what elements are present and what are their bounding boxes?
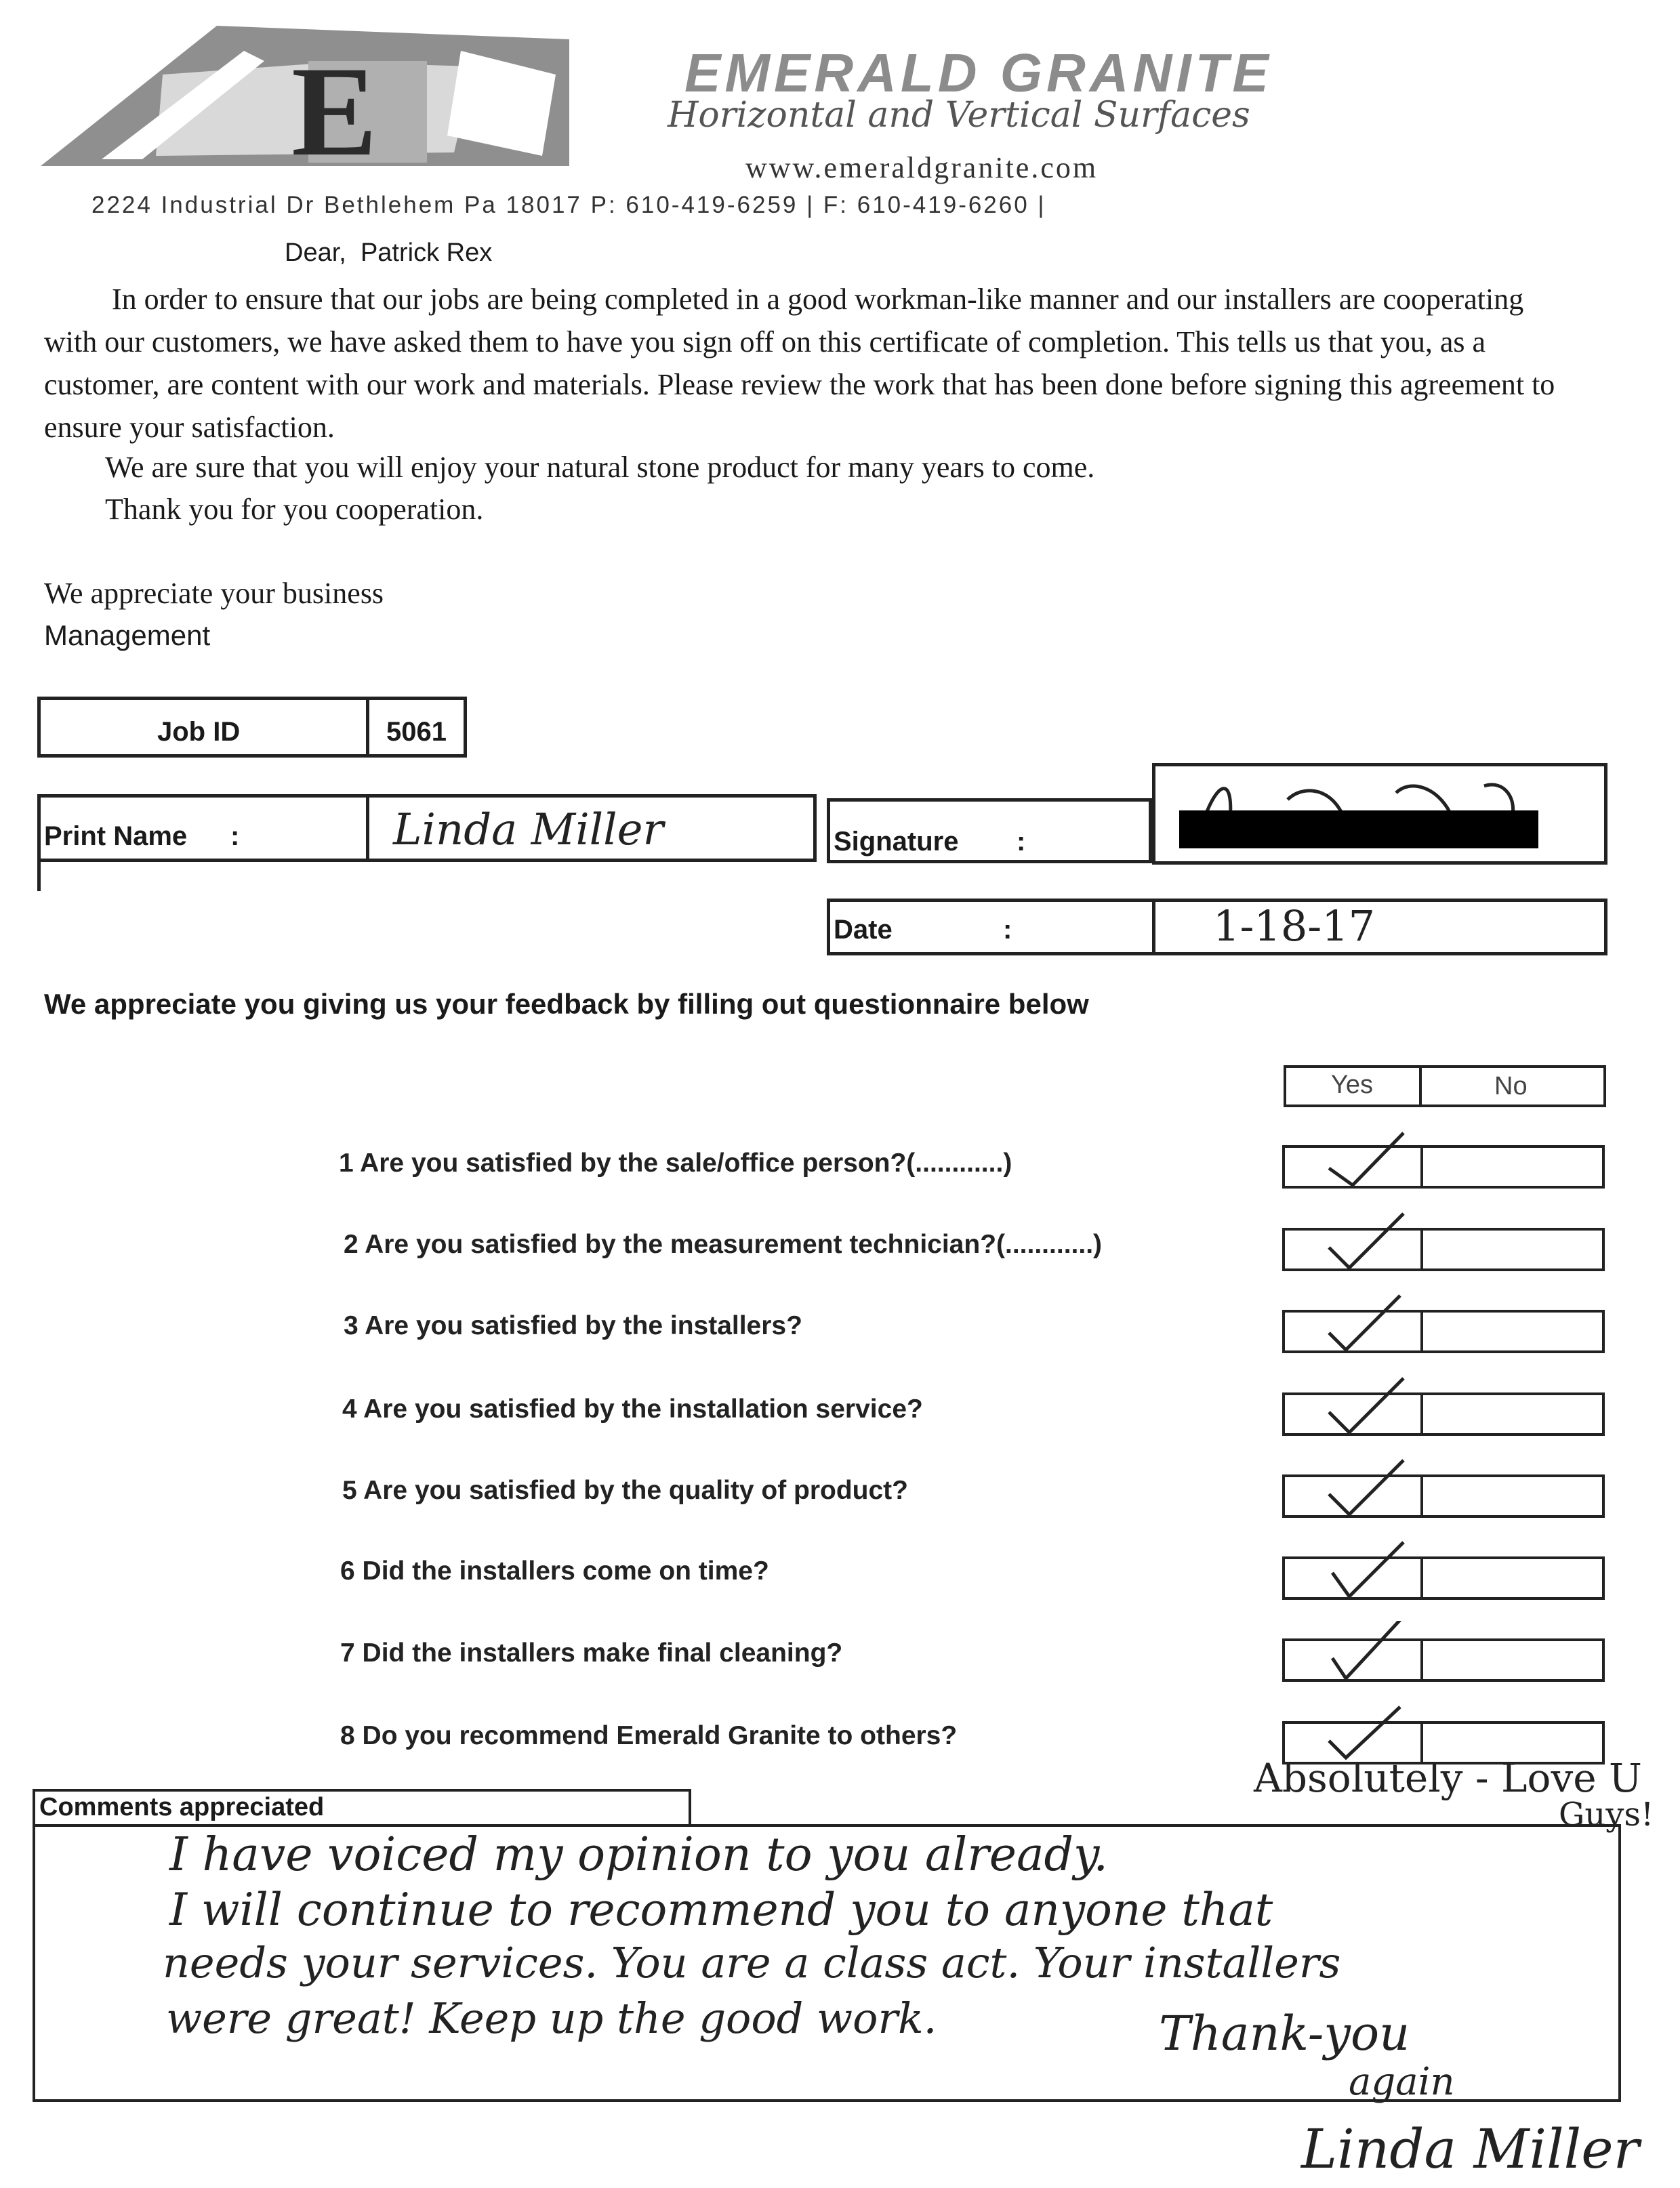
comment-line-4: were great! Keep up the good work. bbox=[166, 1994, 937, 2043]
print-name-label: Print Name bbox=[44, 821, 188, 851]
yes-checkmark-icon bbox=[1326, 1128, 1407, 1189]
company-tagline: Horizontal and Vertical Surfaces bbox=[668, 95, 1250, 136]
letter-closing: We appreciate your business bbox=[44, 577, 384, 610]
signature-label: Signature bbox=[834, 827, 959, 856]
answer-row-1[interactable] bbox=[1282, 1145, 1605, 1189]
logo-letter: E bbox=[291, 41, 377, 183]
salutation: Dear, Patrick Rex bbox=[285, 239, 493, 267]
answer-row-3[interactable] bbox=[1282, 1310, 1605, 1353]
q8-note-line-1: Absolutely - Love U bbox=[1254, 1755, 1642, 1801]
letter-signoff: Management bbox=[44, 619, 211, 651]
answer-row-5[interactable] bbox=[1282, 1474, 1605, 1518]
question-7: 7 Did the installers make final cleaning? bbox=[340, 1638, 843, 1668]
answer-row-2[interactable] bbox=[1282, 1228, 1605, 1271]
yes-checkmark-icon bbox=[1326, 1292, 1407, 1353]
print-name-value: Linda Miller bbox=[393, 805, 664, 855]
comment-thanks-1: Thank-you bbox=[1159, 2006, 1410, 2061]
yes-checkmark-icon bbox=[1326, 1621, 1407, 1682]
comment-line-2: I will continue to recommend you to anyone that bbox=[169, 1884, 1273, 1936]
questionnaire-intro: We appreciate you giving us your feedback by filling out questionnaire below bbox=[44, 988, 1089, 1020]
yes-checkmark-icon bbox=[1326, 1210, 1407, 1271]
question-8: 8 Do you recommend Emerald Granite to others? bbox=[340, 1721, 958, 1750]
question-1: 1 Are you satisfied by the sale/office person?(............) bbox=[339, 1149, 1012, 1178]
job-id-label: Job ID bbox=[157, 717, 241, 747]
date-value: 1-18-17 bbox=[1213, 901, 1376, 951]
question-6: 6 Did the installers come on time? bbox=[340, 1556, 769, 1586]
letter-paragraph-2: We are sure that you will enjoy your natural stone product for many years to come. bbox=[105, 451, 1095, 484]
yes-column-header: Yes bbox=[1331, 1071, 1373, 1099]
yes-checkmark-icon bbox=[1326, 1457, 1407, 1518]
question-4: 4 Are you satisfied by the installation service? bbox=[342, 1395, 923, 1424]
date-label: Date bbox=[834, 915, 893, 945]
yes-checkmark-icon bbox=[1326, 1375, 1407, 1436]
company-address: 2224 Industrial Dr Bethlehem Pa 18017 P: 610-419-6259 | F: 610-419-6260 | bbox=[91, 192, 1046, 218]
date-colon: : bbox=[1003, 915, 1012, 945]
no-column-header: No bbox=[1494, 1072, 1528, 1100]
comment-line-1: I have voiced my opinion to you already. bbox=[169, 1828, 1109, 1882]
answer-row-4[interactable] bbox=[1282, 1392, 1605, 1436]
yes-checkmark-icon bbox=[1326, 1539, 1407, 1600]
answer-row-7[interactable] bbox=[1282, 1638, 1605, 1682]
answer-row-6[interactable] bbox=[1282, 1556, 1605, 1600]
signature-colon: : bbox=[1017, 827, 1026, 856]
signature-redaction bbox=[1179, 810, 1538, 848]
letter-paragraph-1: In order to ensure that our jobs are being completed in a good workman-like manner and our installers are cooperating with our customers, we have asked them to have you sign off on this certificate of completion. This tells us that you, as a customer, are content with our work and materials. Please review the work that has been done before signing this agreement to ensure your satisfaction. bbox=[44, 283, 1555, 444]
comment-thanks-2: again bbox=[1349, 2060, 1455, 2104]
company-website: www.emeraldgranite.com bbox=[745, 151, 1099, 184]
job-id-value: 5061 bbox=[386, 717, 447, 747]
company-name: EMERALD GRANITE bbox=[684, 43, 1273, 103]
comment-signature: Linda Miller bbox=[1301, 2118, 1639, 2181]
q8-note-line-2: Guys! bbox=[1559, 1796, 1654, 1834]
question-2: 2 Are you satisfied by the measurement technician?(............) bbox=[344, 1230, 1103, 1259]
question-3: 3 Are you satisfied by the installers? bbox=[344, 1311, 802, 1340]
print-name-colon: : bbox=[230, 821, 240, 851]
comment-line-3: needs your services. You are a class act. Your installers bbox=[163, 1938, 1341, 1987]
letter-paragraph-3: Thank you for you cooperation. bbox=[105, 493, 484, 526]
question-5: 5 Are you satisfied by the quality of product? bbox=[342, 1476, 908, 1505]
comments-label: Comments appreciated bbox=[39, 1793, 325, 1821]
